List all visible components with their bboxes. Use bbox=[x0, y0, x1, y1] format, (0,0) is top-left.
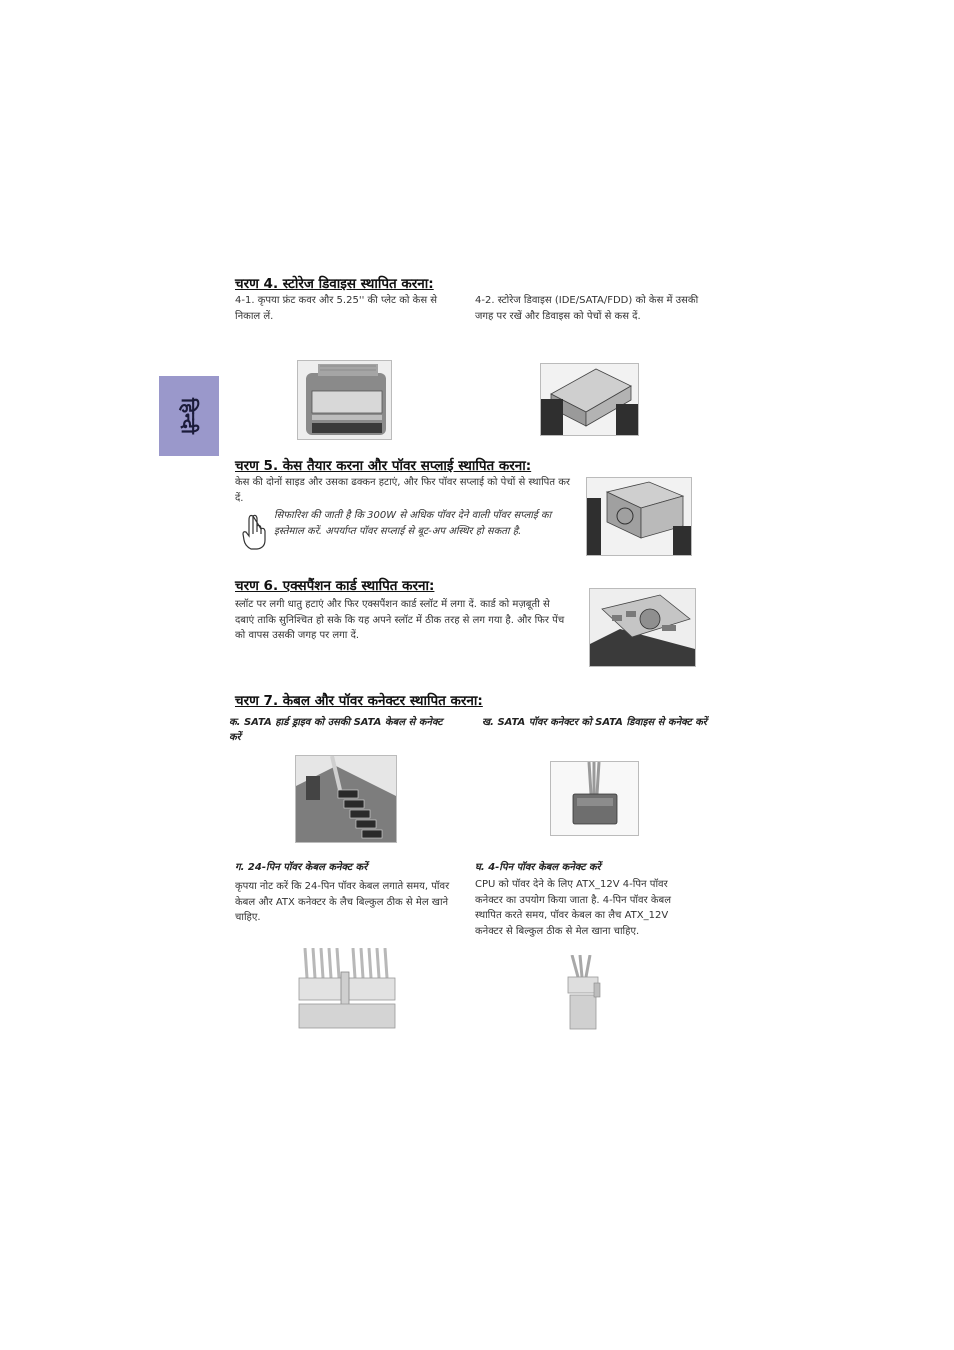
step6-body-text: स्लॉट पर लगी धातु हटाएं और फिर एक्सपैंशन कार्ड स्लॉट में लगा दें. कार्ड को मज़बूती से दबाएं ताकि सुनिश्चित हो सके कि यह अपने स्लॉट में ठीक तरह से लग गया है. और फिर पेंच को वापस उसकी जगह पर लगा दें. bbox=[235, 599, 565, 641]
pointing-hand-icon bbox=[239, 512, 271, 552]
power-supply-install-image bbox=[586, 477, 692, 556]
step7-d-title: घ. 4-पिन पॉवर केबल कनेक्ट करें bbox=[475, 862, 601, 873]
step7-d-body-text: CPU को पॉवर देने के लिए ATX_12V 4-पिन पॉवर कनेक्टर का उपयोग किया जाता है. 4-पिन पॉवर केबल स्थापित करते समय, पॉवर केबल का लैच ATX_12V कनेक्टर से बिल्कुल ठीक से मेल खाना चाहिए. bbox=[475, 879, 672, 937]
step7-c-title: ग. 24-पिन पॉवर केबल कनेक्ट करें bbox=[235, 862, 368, 873]
step5-note-text: सिफारिश की जाती है कि 300W से अधिक पॉवर देने वाली पॉवर सप्लाई का इस्तेमाल करें. अपर्याप्त पॉवर सप्लाई से बूट-अप अस्थिर हो सकता है. bbox=[274, 510, 552, 537]
step7-b-title: ख. SATA पॉवर कनेक्टर को SATA डिवाइस से कनेक्ट करें bbox=[482, 717, 707, 728]
sata-cable-connect-image bbox=[295, 755, 397, 843]
step5-heading: चरण 5. केस तैयार करना और पॉवर सप्लाई स्थापित करना: bbox=[235, 458, 532, 474]
expansion-card-install-image bbox=[589, 588, 696, 667]
step5-body-text: केस की दोनों साइड और उसका ढक्कन हटाएं, और फिर पॉवर सप्लाई को पेचों से स्थापित कर दें. bbox=[235, 477, 570, 504]
4-pin-cable-image bbox=[560, 955, 606, 1031]
language-tab bbox=[159, 376, 219, 456]
step4-col1-text: 4-1. कृपया फ्रंट कवर और 5.25'' की प्लेट को केस से निकाल लें. bbox=[235, 295, 438, 322]
step6-heading: चरण 6. एक्सपैंशन कार्ड स्थापित करना: bbox=[235, 578, 435, 594]
sata-power-connector-image bbox=[550, 761, 639, 836]
storage-device-install-image bbox=[540, 363, 639, 436]
step4-heading: चरण 4. स्टोरेज डिवाइस स्थापित करना: bbox=[235, 276, 434, 292]
language-tab-label: हिन्दी bbox=[177, 398, 199, 434]
step7-heading: चरण 7. केबल और पॉवर कनेक्टर स्थापित करना: bbox=[235, 693, 483, 709]
step7-a-title: क. SATA हार्ड ड्राइव को उसकी SATA केबल से कनेक्ट करें bbox=[229, 717, 443, 743]
24-pin-cable-image bbox=[297, 948, 397, 1030]
step7-c-body-text: कृपया नोट करें कि 24-पिन पॉवर केबल लगाते समय, पॉवर केबल और ATX कनेक्टर के लैच बिल्कुल ठीक से मेल खाने चाहिए. bbox=[235, 881, 450, 923]
front-cover-removal-image bbox=[297, 360, 392, 440]
step4-col2-text: 4-2. स्टोरेज डिवाइस (IDE/SATA/FDD) को केस में उसकी जगह पर रखें और डिवाइस को पेचों से कस दें. bbox=[475, 295, 699, 322]
